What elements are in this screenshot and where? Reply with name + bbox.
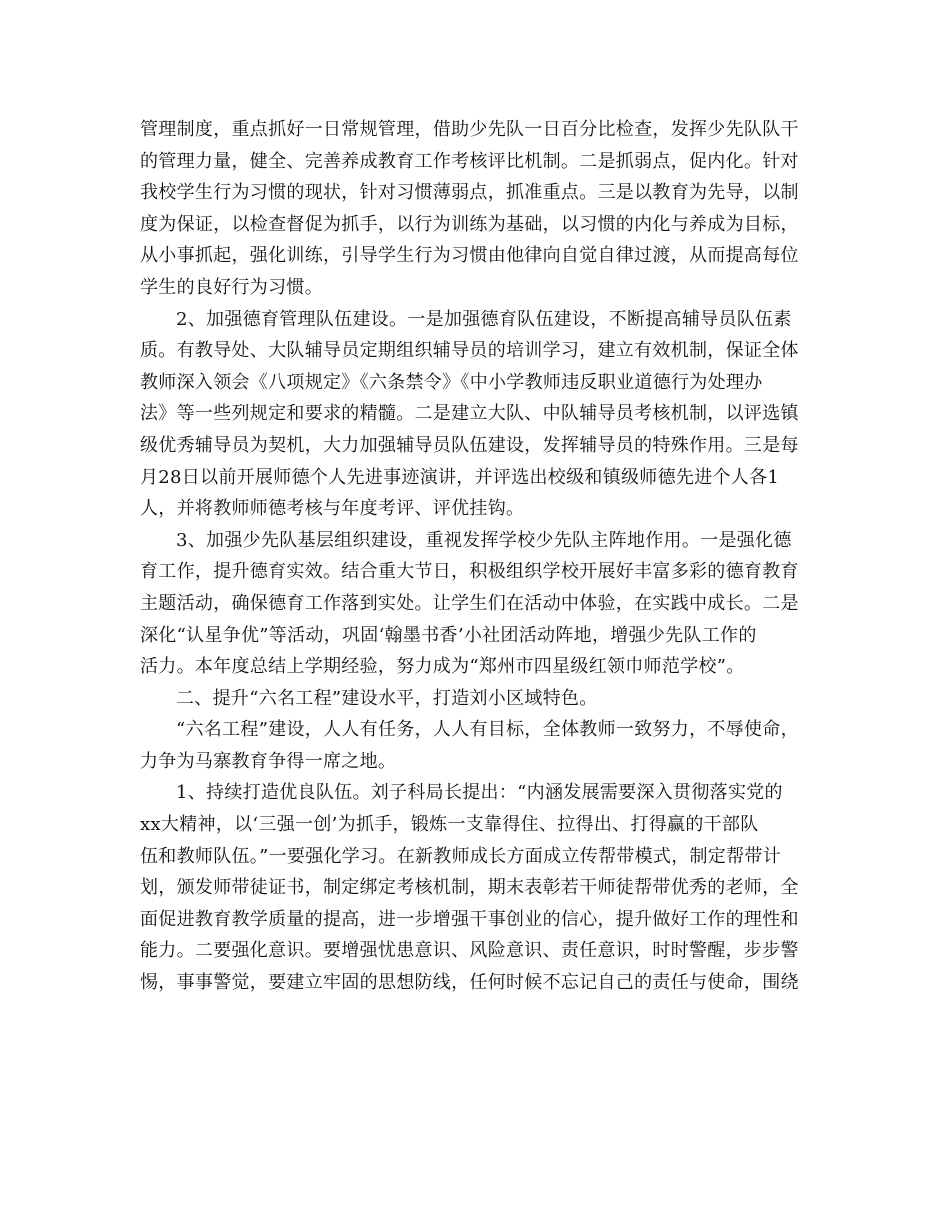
paragraph-start-line: “六名工程”建设，人人有任务，人人有目标，全体教师一致努力，不辱使命， <box>176 719 799 741</box>
text-line: 力争为马寨教育争得一席之地。 <box>140 750 397 772</box>
section-heading: 二、提升“六名工程”建设水平，打造刘小区域特色。 <box>176 687 598 709</box>
paragraph-start-line: 3、加强少先队基层组织建设，重视发挥学校少先队主阵地作用。一是强化德 <box>176 529 792 551</box>
text-line: 主题活动，确保德育工作落到实处。让学生们在活动中体验，在实践中成长。二是 <box>140 592 799 614</box>
text-line: 惕，事事警觉，要建立牢固的思想防线，任何时候不忘记自己的责任与使命，围绕 <box>140 972 799 994</box>
text-line: 伍和教师队伍。”一要强化学习。在新教师成长方面成立传帮带模式，制定帮带计 <box>140 845 781 867</box>
text-line: 的管理力量，健全、完善养成教育工作考核评比机制。二是抓弱点，促内化。针对 <box>140 150 799 172</box>
text-line: 活力。本年度总结上学期经验，努力成为“郑州市四星级红领巾师范学校”。 <box>140 656 745 678</box>
text-line: 育工作，提升德育实效。结合重大节日，积极组织学校开展好丰富多彩的德育教育 <box>140 561 799 583</box>
paragraph-start-line: 2、加强德育管理队伍建设。一是加强德育队伍建设，不断提高辅导员队伍素 <box>176 308 792 330</box>
text-line: 教师深入领会《八项规定》《六条禁令》《中小学教师违反职业道德行为处理办 <box>140 371 763 393</box>
paragraph-start-line: 1、持续打造优良队伍。刘子科局长提出：“内涵发展需要深入贯彻落实党的 <box>176 782 783 804</box>
text-line: 法》等一些列规定和要求的精髓。二是建立大队、中队辅导员考核机制，以评选镇 <box>140 403 799 425</box>
document-body <box>140 114 830 999</box>
text-line: 划，颁发师带徒证书，制定绑定考核机制，期末表彰若干师徒帮带优秀的老师，全 <box>140 877 799 899</box>
text-line: 能力。二要强化意识。要增强忧患意识、风险意识、责任意识，时时警醒，步步警 <box>140 940 799 962</box>
text-line: xx大精神，以‘三强一创’为抓手，锻炼一支靠得住、拉得出、打得赢的干部队 <box>140 814 759 836</box>
text-line: 从小事抓起，强化训练，引导学生行为习惯由他律向自觉自律过渡，从而提高每位 <box>140 245 799 267</box>
text-line: 级优秀辅导员为契机，大力加强辅导员队伍建设，发挥辅导员的特殊作用。三是每 <box>140 434 799 456</box>
text-line: 月28日以前开展师德个人先进事迹演讲，并评选出校级和镇级师德先进个人各1 <box>140 466 780 488</box>
text-line: 学生的良好行为习惯。 <box>140 276 323 298</box>
text-line: 我校学生行为习惯的现状，针对习惯薄弱点，抓准重点。三是以教育为先导，以制 <box>140 182 799 204</box>
text-line: 管理制度，重点抓好一日常规管理，借助少先队一日百分比检查，发挥少先队队干 <box>140 119 799 140</box>
text-line: 深化“认星争优”等活动，巩固‘翰墨书香’小社团活动阵地，增强少先队工作的 <box>140 624 757 646</box>
text-line: 度为保证，以检查督促为抓手，以行为训练为基础，以习惯的内化与养成为目标， <box>140 213 799 235</box>
text-line: 质。有教导处、大队辅导员定期组织辅导员的培训学习，建立有效机制，保证全体 <box>140 340 799 362</box>
text-line: 面促进教育教学质量的提高，进一步增强干事创业的信心，提升做好工作的理性和 <box>140 908 799 930</box>
text-line: 人，并将教师师德考核与年度考评、评优挂钩。 <box>140 498 525 520</box>
